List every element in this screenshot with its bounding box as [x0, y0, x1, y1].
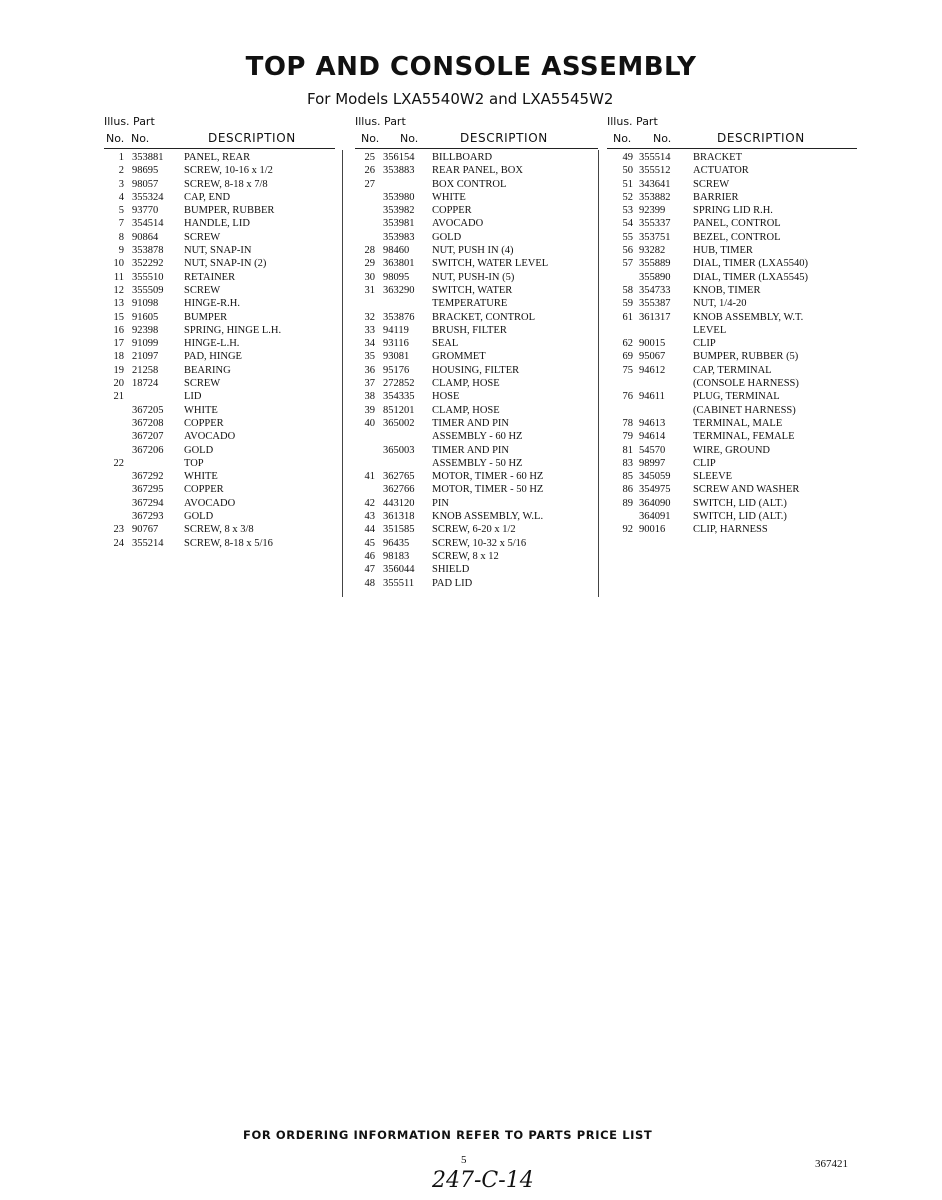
part-description: PLUG, TERMINAL [693, 391, 780, 403]
illus-number: 19 [113, 364, 124, 376]
part-description: PANEL, CONTROL [693, 218, 781, 230]
part-number: 365002 [383, 417, 415, 429]
part-number: 94612 [639, 364, 666, 376]
part-description: COPPER [184, 417, 224, 429]
part-number: 98057 [132, 178, 159, 190]
part-description: DIAL, TIMER (LXA5540) [693, 258, 808, 270]
part-number: 353981 [383, 218, 415, 230]
illus-number: 46 [364, 550, 375, 562]
part-description: NUT, 1/4-20 [693, 298, 747, 310]
part-number: 363801 [383, 258, 415, 270]
illus-number: 38 [364, 391, 375, 403]
part-description: COPPER [432, 205, 472, 217]
part-description: SWITCH, LID (ALT.) [693, 497, 787, 509]
part-description: ASSEMBLY - 50 HZ [432, 457, 523, 469]
illus-number: 39 [364, 404, 375, 416]
part-description: CLIP [693, 338, 716, 350]
part-number: 355214 [132, 537, 164, 549]
part-number: 54570 [639, 444, 666, 456]
part-no-label: No. [131, 132, 150, 145]
part-number: 90016 [639, 524, 666, 536]
part-description: RETAINER [184, 271, 236, 283]
description-label: DESCRIPTION [460, 131, 548, 145]
illus-number: 62 [622, 338, 633, 350]
part-description: CLIP, HARNESS [693, 524, 768, 536]
illus-number: 57 [622, 258, 633, 270]
part-description: BRACKET, CONTROL [432, 311, 536, 323]
part-number: 92399 [639, 205, 666, 217]
part-description: TERMINAL, FEMALE [693, 431, 795, 443]
part-description: (CONSOLE HARNESS) [693, 378, 799, 390]
part-number: 354733 [639, 284, 671, 296]
part-description: TOP [184, 457, 204, 469]
part-number: 91605 [132, 311, 159, 323]
part-number: 94613 [639, 417, 666, 429]
illus-no-label: No. [106, 132, 125, 145]
illus-number: 47 [364, 564, 375, 576]
part-number: 353883 [383, 165, 415, 177]
illus-number: 27 [364, 178, 375, 190]
part-number: 355889 [639, 258, 671, 270]
part-number: 98183 [383, 550, 410, 562]
handwritten-note: 247-C-14 [432, 1168, 534, 1193]
part-description: BARRIER [693, 191, 739, 203]
part-no-label: No. [653, 132, 672, 145]
illus-number: 48 [364, 577, 375, 589]
column-header [607, 113, 857, 149]
illus-number: 43 [364, 511, 375, 523]
part-description: BRACKET [693, 152, 743, 163]
illus-number: 52 [622, 191, 633, 203]
part-number: 367205 [132, 404, 164, 416]
part-description: MOTOR, TIMER - 50 HZ [432, 484, 544, 496]
part-description: SCREW [184, 378, 221, 390]
part-number: 272852 [383, 378, 415, 390]
illus-number: 55 [622, 231, 633, 243]
illus-number: 2 [118, 165, 124, 177]
illus-number: 40 [364, 417, 375, 429]
illus-no-label: No. [361, 132, 380, 145]
part-number: 353982 [383, 205, 415, 217]
part-number: 90864 [132, 231, 159, 243]
illus-number: 26 [364, 165, 375, 177]
illus-number: 35 [364, 351, 375, 363]
part-description: KNOB, TIMER [693, 284, 761, 296]
part-number: 94614 [639, 431, 666, 443]
page-subtitle: For Models LXA5540W2 and LXA5545W2 [307, 90, 614, 108]
part-description: PAD LID [432, 577, 473, 589]
illus-number: 42 [364, 497, 375, 509]
part-description: COPPER [184, 484, 224, 496]
part-description: SCREW, 8-18 x 7/8 [184, 178, 268, 190]
part-description: SCREW, 6-20 x 1/2 [432, 524, 516, 536]
part-description: PANEL, REAR [184, 152, 251, 163]
part-number: 367293 [132, 511, 164, 523]
part-description: HINGE-R.H. [184, 298, 240, 310]
part-description: SLEEVE [693, 471, 733, 483]
part-description: SCREW, 8 x 3/8 [184, 524, 254, 536]
illus-number: 51 [622, 178, 633, 190]
illus-number: 4 [118, 191, 124, 203]
part-description: ACTUATOR [693, 165, 749, 177]
part-description: HANDLE, LID [184, 218, 250, 230]
part-description: NUT, SNAP-IN [184, 245, 252, 257]
document-number: 367421 [815, 1158, 848, 1170]
part-description: GOLD [184, 511, 214, 523]
part-number: 93282 [639, 245, 666, 257]
ordering-footer: FOR ORDERING INFORMATION REFER TO PARTS PRICE LIST [243, 1128, 653, 1142]
part-number: 367206 [132, 444, 164, 456]
illus-number: 25 [364, 152, 375, 163]
part-description: AVOCADO [184, 497, 236, 509]
part-number: 364091 [639, 511, 671, 523]
illus-number: 5 [118, 205, 124, 217]
part-description: SWITCH, LID (ALT.) [693, 511, 787, 523]
part-number: 352292 [132, 258, 164, 270]
part-number: 343641 [639, 178, 671, 190]
part-description: BILLBOARD [432, 152, 493, 163]
illus-number: 22 [113, 457, 124, 469]
part-number: 92398 [132, 324, 159, 336]
description-label: DESCRIPTION [208, 131, 296, 145]
part-description: BUMPER, RUBBER [184, 205, 275, 217]
part-description: AVOCADO [184, 431, 236, 443]
part-number: 355387 [639, 298, 671, 310]
part-description: PIN [432, 497, 449, 509]
part-description: TERMINAL, MALE [693, 417, 783, 429]
part-number: 354335 [383, 391, 415, 403]
part-number: 90015 [639, 338, 666, 350]
illus-number: 34 [364, 338, 375, 350]
part-description: SCREW AND WASHER [693, 484, 800, 496]
part-description: HUB, TIMER [693, 245, 753, 257]
illus-number: 36 [364, 364, 375, 376]
part-description: SHIELD [432, 564, 470, 576]
part-description: REAR PANEL, BOX [432, 165, 523, 177]
part-number: 355324 [132, 191, 164, 203]
part-description: CAP, TERMINAL [693, 364, 772, 376]
illus-number: 18 [113, 351, 124, 363]
part-number: 363290 [383, 284, 415, 296]
part-number: 21097 [132, 351, 159, 363]
part-description: SCREW [184, 284, 221, 296]
illus-no-label: No. [613, 132, 632, 145]
illus-number: 23 [113, 524, 124, 536]
part-description: SWITCH, WATER LEVEL [432, 258, 549, 270]
illus-number: 1 [118, 152, 124, 163]
illus-part-label: Illus. Part [607, 115, 658, 128]
illus-number: 33 [364, 324, 375, 336]
illus-number: 11 [113, 271, 124, 283]
part-description: KNOB ASSEMBLY, W.T. [693, 311, 804, 323]
illus-part-label: Illus. Part [104, 115, 155, 128]
illus-number: 54 [622, 218, 633, 230]
part-description: SCREW, 8 x 12 [432, 550, 499, 562]
illus-part-label: Illus. Part [355, 115, 406, 128]
column-header [355, 113, 598, 149]
part-number: 365003 [383, 444, 415, 456]
part-description: WHITE [184, 471, 218, 483]
illus-number: 81 [622, 444, 633, 456]
part-description: BEARING [184, 364, 231, 376]
part-number: 351585 [383, 524, 415, 536]
part-number: 96435 [383, 537, 410, 549]
part-description: CLIP [693, 457, 716, 469]
illus-number: 37 [364, 378, 375, 390]
part-description: SCREW [184, 231, 221, 243]
part-number: 361318 [383, 511, 415, 523]
column-header [104, 113, 335, 149]
illus-number: 59 [622, 298, 633, 310]
part-number: 353876 [383, 311, 415, 323]
illus-number: 86 [622, 484, 633, 496]
part-number: 93081 [383, 351, 410, 363]
part-number: 353882 [639, 191, 671, 203]
part-description: WHITE [184, 404, 218, 416]
illus-number: 76 [622, 391, 633, 403]
illus-number: 21 [113, 391, 124, 403]
part-number: 95176 [383, 364, 410, 376]
part-description: PAD, HINGE [184, 351, 242, 363]
part-number: 355509 [132, 284, 164, 296]
illus-number: 31 [364, 284, 375, 296]
illus-number: 7 [118, 218, 124, 230]
part-no-label: No. [400, 132, 419, 145]
part-number: 345059 [639, 471, 671, 483]
part-description: SWITCH, WATER [432, 284, 513, 296]
illus-number: 89 [622, 497, 633, 509]
part-number: 93770 [132, 205, 159, 217]
part-description: SCREW, 10-32 x 5/16 [432, 537, 527, 549]
part-number: 94119 [383, 324, 409, 336]
part-number: 90767 [132, 524, 159, 536]
illus-number: 10 [113, 258, 124, 270]
part-number: 95067 [639, 351, 666, 363]
column-divider-1 [342, 150, 343, 597]
part-number: 353983 [383, 231, 415, 243]
illus-number: 8 [118, 231, 124, 243]
part-number: 355514 [639, 152, 671, 163]
part-number: 356044 [383, 564, 415, 576]
part-number: 93116 [383, 338, 409, 350]
illus-number: 56 [622, 245, 633, 257]
part-description: LEVEL [693, 324, 727, 336]
illus-number: 41 [364, 471, 375, 483]
illus-number: 45 [364, 537, 375, 549]
part-description: HOSE [432, 391, 460, 403]
part-description: HOUSING, FILTER [432, 364, 520, 376]
part-number: 367294 [132, 497, 164, 509]
part-description: NUT, PUSH IN (4) [432, 245, 514, 257]
illus-number: 3 [118, 178, 124, 190]
part-description: SCREW [693, 178, 730, 190]
part-description: BUMPER, RUBBER (5) [693, 351, 799, 363]
part-description: KNOB ASSEMBLY, W.L. [432, 511, 544, 523]
part-description: NUT, SNAP-IN (2) [184, 258, 267, 270]
part-number: 851201 [383, 404, 415, 416]
part-description: SEAL [432, 338, 459, 350]
part-description: DIAL, TIMER (LXA5545) [693, 271, 808, 283]
part-description: HINGE-L.H. [184, 338, 240, 350]
illus-number: 69 [622, 351, 633, 363]
part-number: 353878 [132, 245, 164, 257]
part-number: 443120 [383, 497, 415, 509]
illus-number: 79 [622, 431, 633, 443]
part-number: 91099 [132, 338, 159, 350]
part-number: 18724 [132, 378, 159, 390]
part-number: 355510 [132, 271, 164, 283]
part-description: CLAMP, HOSE [432, 404, 500, 416]
part-number: 362766 [383, 484, 415, 496]
part-description: AVOCADO [432, 218, 484, 230]
part-number: 354514 [132, 218, 164, 230]
part-number: 361317 [639, 311, 671, 323]
illus-number: 20 [113, 378, 124, 390]
parts-column-3 [607, 113, 857, 536]
illus-number: 83 [622, 457, 633, 469]
part-description: BOX CONTROL [432, 178, 507, 190]
part-number: 98095 [383, 271, 410, 283]
part-description: TEMPERATURE [432, 298, 508, 310]
part-description: SCREW, 10-16 x 1/2 [184, 165, 273, 177]
illus-number: 50 [622, 165, 633, 177]
illus-number: 16 [113, 324, 124, 336]
part-number: 355337 [639, 218, 671, 230]
page-number: 5 [461, 1154, 467, 1166]
illus-number: 92 [622, 524, 633, 536]
part-description: ASSEMBLY - 60 HZ [432, 431, 523, 443]
illus-number: 17 [113, 338, 124, 350]
part-number: 91098 [132, 298, 159, 310]
part-number: 367292 [132, 471, 164, 483]
part-description: GROMMET [432, 351, 486, 363]
part-number: 364090 [639, 497, 671, 509]
illus-number: 78 [622, 417, 633, 429]
column-divider-2 [598, 150, 599, 597]
part-number: 353881 [132, 152, 164, 163]
part-description: WIRE, GROUND [693, 444, 770, 456]
illus-number: 85 [622, 471, 633, 483]
part-description: GOLD [432, 231, 462, 243]
part-description: BEZEL, CONTROL [693, 231, 781, 243]
part-number: 356154 [383, 152, 415, 163]
illus-number: 30 [364, 271, 375, 283]
part-description: BRUSH, FILTER [432, 324, 507, 336]
part-description: MOTOR, TIMER - 60 HZ [432, 471, 544, 483]
illus-number: 12 [113, 284, 124, 296]
illus-number: 9 [118, 245, 124, 257]
part-number: 98997 [639, 457, 666, 469]
part-description: CLAMP, HOSE [432, 378, 500, 390]
part-description: NUT, PUSH-IN (5) [432, 271, 515, 283]
part-number: 355890 [639, 271, 671, 283]
part-description: LID [184, 391, 202, 403]
part-number: 355511 [383, 577, 415, 589]
part-number: 98695 [132, 165, 159, 177]
part-number: 367295 [132, 484, 164, 496]
part-description: CAP, END [184, 191, 231, 203]
illus-number: 32 [364, 311, 375, 323]
part-description: SPRING LID R.H. [693, 205, 773, 217]
part-description: TIMER AND PIN [432, 444, 510, 456]
parts-column-2 [355, 113, 598, 589]
illus-number: 24 [113, 537, 124, 549]
illus-number: 61 [622, 311, 633, 323]
part-description: TIMER AND PIN [432, 417, 510, 429]
illus-number: 53 [622, 205, 633, 217]
part-description: SCREW, 8-18 x 5/16 [184, 537, 273, 549]
part-number: 362765 [383, 471, 415, 483]
illus-number: 15 [113, 311, 124, 323]
illus-number: 58 [622, 284, 633, 296]
part-number: 367207 [132, 431, 164, 443]
illus-number: 13 [113, 298, 124, 310]
illus-number: 28 [364, 245, 375, 257]
part-number: 367208 [132, 417, 164, 429]
part-description: GOLD [184, 444, 214, 456]
description-label: DESCRIPTION [717, 131, 805, 145]
part-number: 354975 [639, 484, 671, 496]
illus-number: 49 [622, 152, 633, 163]
part-number: 353980 [383, 191, 415, 203]
illus-number: 44 [364, 524, 375, 536]
part-description: WHITE [432, 191, 466, 203]
part-description: (CABINET HARNESS) [693, 404, 796, 416]
page-title: TOP AND CONSOLE ASSEMBLY [245, 52, 697, 82]
part-number: 94611 [639, 391, 665, 403]
illus-number: 75 [622, 364, 633, 376]
part-number: 21258 [132, 364, 159, 376]
illus-number: 29 [364, 258, 375, 270]
part-description: SPRING, HINGE L.H. [184, 324, 282, 336]
part-number: 98460 [383, 245, 410, 257]
part-description: BUMPER [184, 311, 228, 323]
part-number: 353751 [639, 231, 671, 243]
parts-column-1 [104, 113, 335, 549]
part-number: 355512 [639, 165, 671, 177]
